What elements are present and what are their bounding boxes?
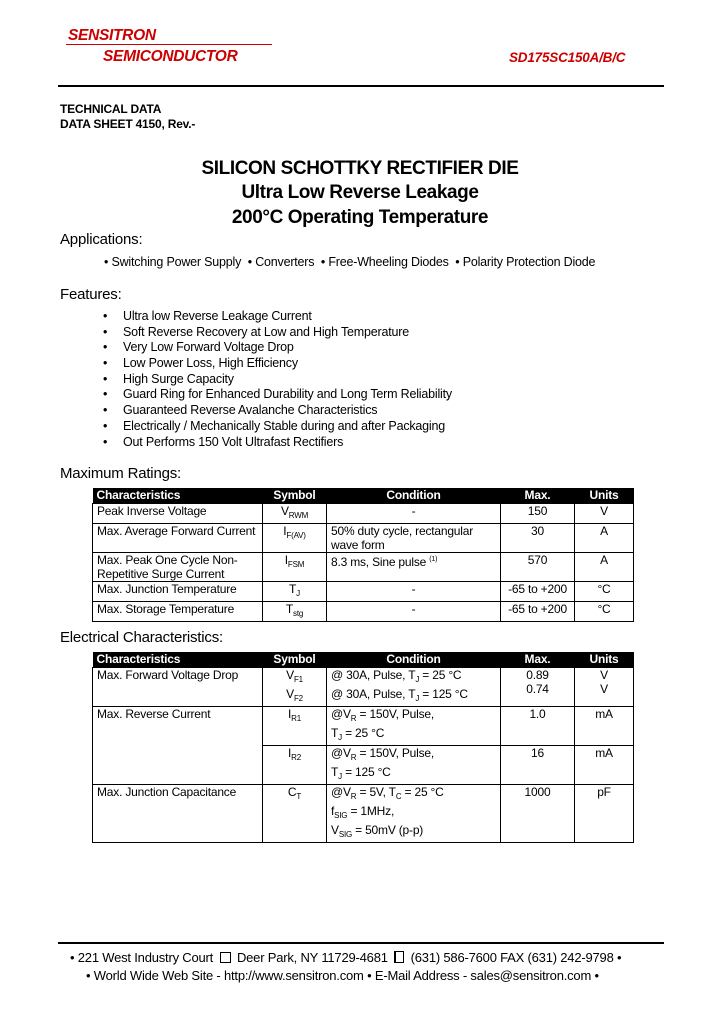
page-subtitle-1: Ultra Low Reverse Leakage [241,182,479,203]
col-header: Units [575,488,634,504]
list-item: • Guaranteed Reverse Avalanche Characteristics [103,403,378,418]
table-row [93,668,634,707]
cell-symbol: $I_{R2}$ [263,746,327,785]
cell-symbol: $I_{FSM}$ [263,553,327,582]
list-item: • Electrically / Mechanically Stable during and after Packaging [103,418,446,433]
list-item: • Low Power Loss, High Efficiency [103,356,298,371]
bullet-icon: • [103,418,108,433]
cell-symbol: $C_T$ [263,785,327,843]
cell-symbol: $I_{F(AV)}$ [263,524,327,553]
cell-max: 16 [501,746,575,785]
cell-condition: 50% duty cycle, rectangular wave form [327,524,501,553]
cell-max: 1.0 [501,707,575,746]
cell-characteristic: Max. Storage Temperature [93,602,263,622]
cell-condition: 8.3 ms, Sine pulse $^{(1)}$ [327,553,501,582]
cell-condition: - [327,504,501,524]
cell-unit: A [575,524,634,553]
footer-address: • 221 West Industry Court Deer Park, NY 11729-4681 (631) 586-7600 FAX (631) 242-9798 • [70,950,622,965]
features-list [103,309,452,450]
cell-characteristic: Peak Inverse Voltage [93,504,263,524]
application-item: Converters [255,255,315,269]
cell-characteristic: Max. Reverse Current [93,707,263,785]
bullet-icon: • [451,255,460,269]
table-row [93,553,634,582]
cell-characteristic: Max. Junction Capacitance [93,785,263,843]
cell-max: 30 [501,524,575,553]
table-header-row [93,488,634,504]
cell-unit: V V [575,668,634,707]
page-subtitle-2: 200°C Operating Temperature [231,207,489,228]
bullet-icon: • [317,255,326,269]
cell-characteristic: Max. Peak One Cycle Non-Repetitive Surge Current [93,553,263,582]
features-heading: Features: [60,286,122,303]
table-row [93,524,634,553]
col-header: Condition [327,652,501,668]
electrical-heading: Electrical Characteristics: [60,629,223,646]
doc-info [60,102,195,132]
table-header-row [93,652,634,668]
electrical-table [92,652,634,843]
col-header: Characteristics [93,652,263,668]
table-row [93,785,634,843]
cell-condition: $@V_R = 5V$, $T_C = 25$ °C $f_{SIG} = 1MHz$, $V_{SIG} = 50mV$ (p-p) [327,785,501,843]
applications-list [104,255,595,269]
bullet-icon: • [103,387,108,402]
cell-unit: °C [575,602,634,622]
mail-icon [220,952,231,963]
cell-max: 0.89 0.74 [501,668,575,707]
cell-symbol: $V_{F1}$ $V_{F2}$ [263,668,327,707]
footer-web: • World Wide Web Site - http://www.sensitron.com • E-Mail Address - sales@sensitron.com • [86,968,599,983]
company-name-line2: SEMICONDUCTOR [103,48,238,65]
cell-symbol: $T_J$ [263,582,327,602]
application-item: Polarity Protection Diode [462,255,596,269]
cell-max: 1000 [501,785,575,843]
table-row [93,504,634,524]
list-item: • Guard Ring for Enhanced Durability and Long Term Reliability [103,387,452,402]
cell-condition: $@V_R = 150V$, Pulse, $T_J = 25$ °C [327,707,501,746]
col-header: Units [575,652,634,668]
application-item: Switching Power Supply [111,255,242,269]
bullet-icon: • [104,255,109,269]
cell-condition: $@V_R = 150V$, Pulse, $T_J = 125$ °C [327,746,501,785]
footer-rule [58,942,664,944]
table-row [93,582,634,602]
cell-unit: mA [575,707,634,746]
bullet-icon: • [103,340,108,355]
table-row [93,707,634,746]
col-header: Max. [501,488,575,504]
applications-heading: Applications: [60,231,143,248]
max-ratings-table [92,488,634,622]
header-rule [58,85,664,87]
cell-max: -65 to +200 [501,602,575,622]
cell-max: -65 to +200 [501,582,575,602]
list-item: • Ultra low Reverse Leakage Current [103,309,312,323]
doc-info-line2: DATA SHEET 4150, Rev.- [60,117,196,131]
cell-unit: V [575,504,634,524]
bullet-icon: • [103,356,108,371]
list-item: • Very Low Forward Voltage Drop [103,340,294,355]
company-name-line1: SENSITRON [68,27,156,44]
list-item: • Soft Reverse Recovery at Low and High Temperature [103,324,409,339]
cell-max: 150 [501,504,575,524]
part-number: SD175SC150A/B/C [509,50,626,65]
col-header: Characteristics [93,488,263,504]
cell-unit: mA [575,746,634,785]
cell-characteristic: Max. Junction Temperature [93,582,263,602]
cell-max: 570 [501,553,575,582]
cell-condition: - [327,582,501,602]
bullet-icon: • [244,255,252,269]
phone-icon [394,951,404,963]
bullet-icon: • [103,371,108,386]
bullet-icon: • [103,324,108,339]
cell-unit: A [575,553,634,582]
table-row [93,602,634,622]
page-title: SILICON SCHOTTKY RECTIFIER DIE [201,158,519,179]
col-header: Symbol [263,652,327,668]
list-item: • Out Performs 150 Volt Ultrafast Rectifiers [103,434,344,449]
cell-symbol: $I_{R1}$ [263,707,327,746]
col-header: Max. [501,652,575,668]
cell-characteristic: Max. Average Forward Current [93,524,263,553]
bullet-icon: • [103,434,108,449]
list-item: • High Surge Capacity [103,371,234,386]
max-ratings-heading: Maximum Ratings: [60,465,181,482]
application-item: Free-Wheeling Diodes [328,255,449,269]
bullet-icon: • [103,403,108,418]
cell-unit: pF [575,785,634,843]
bullet-icon: • [103,309,108,323]
cell-condition: - [327,602,501,622]
doc-info-line1: TECHNICAL DATA [60,102,162,116]
cell-condition: @ 30A, Pulse, $T_J = 25$ °C @ 30A, Pulse, $T_J = 125$ °C [327,668,501,707]
cell-unit: °C [575,582,634,602]
col-header: Condition [327,488,501,504]
cell-characteristic: Max. Forward Voltage Drop [93,668,263,707]
cell-symbol: $V_{RWM}$ [263,504,327,524]
col-header: Symbol [263,488,327,504]
cell-symbol: $T_{stg}$ [263,602,327,622]
